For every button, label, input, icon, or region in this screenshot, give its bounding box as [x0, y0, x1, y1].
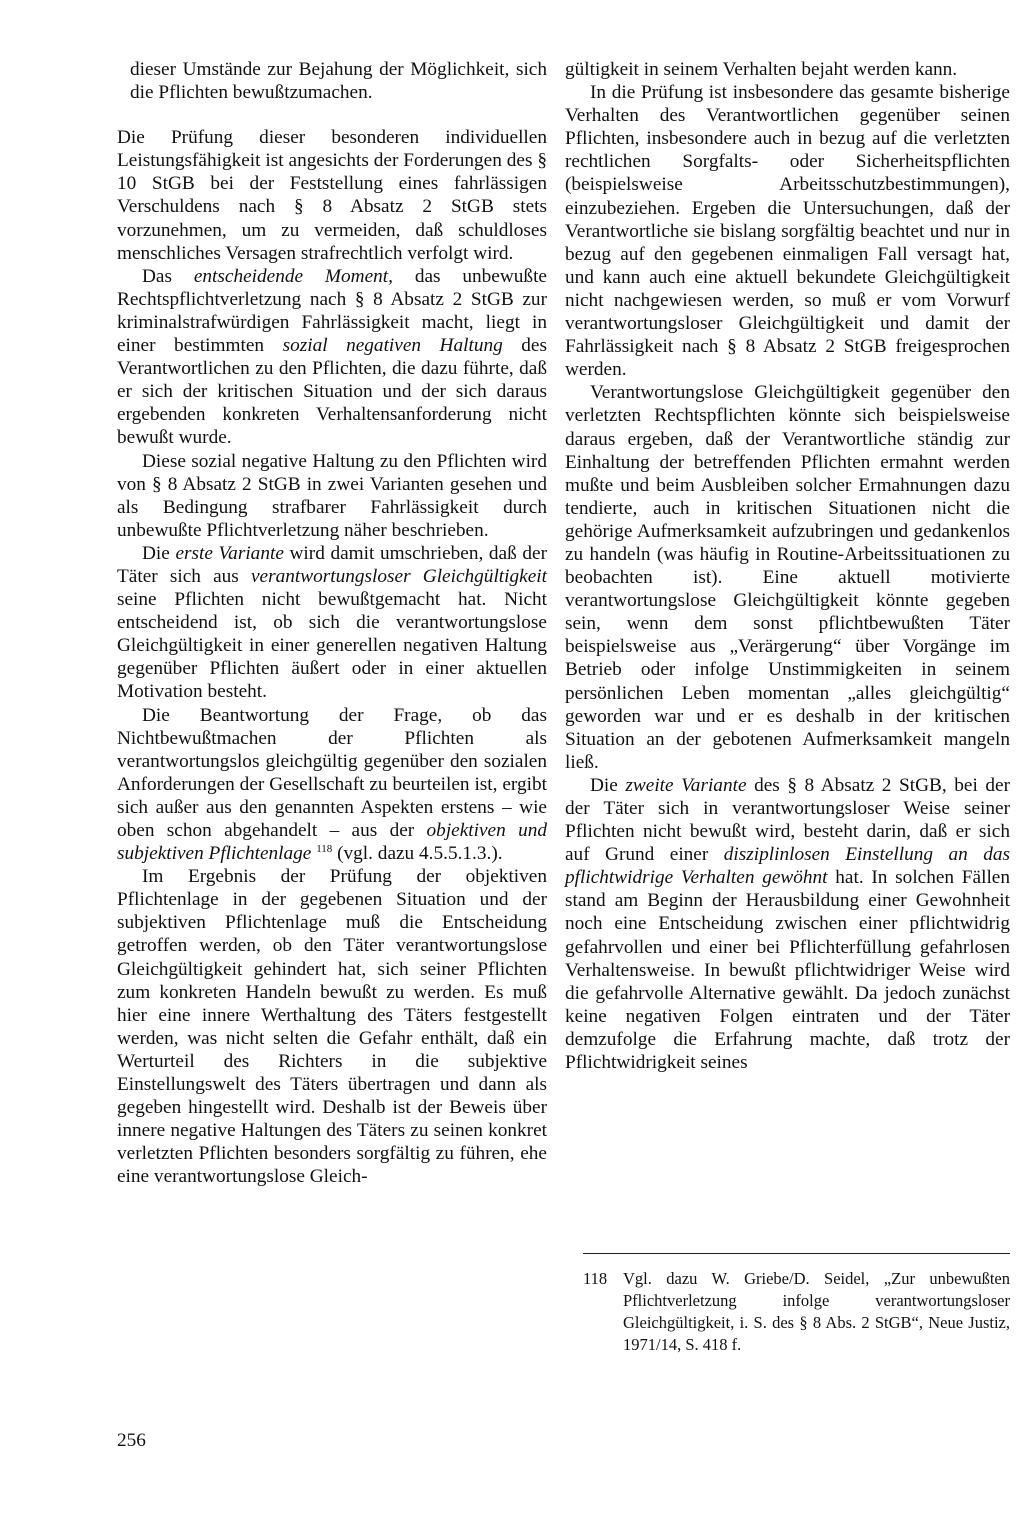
left-column — [117, 58, 547, 1189]
paragraph: Die erste Variante wird damit umschrieben, daß der Täter sich aus verantwortungsloser Gleichgültigkeit seine Pflichten nicht bewußtgemacht hat. Nicht entscheidend ist, ob sich die verantwortungslose Gleichgültigkeit in einer generellen negativen Haltung gegenüber Pflichten äußert oder in einer aktuellen Motivation besteht. — [117, 542, 547, 703]
paragraph: Die Prüfung dieser besonderen individuellen Leistungsfähigkeit ist angesichts der Forderungen des § 10 StGB bei der Feststellung eines fahrlässigen Verschuldens nach § 8 Absatz 2 StGB stets vorzunehmen, um zu vermeiden, daß schuldloses menschliches Versagen strafrechtlich verfolgt wird. — [117, 127, 547, 264]
footnote — [583, 1268, 1010, 1356]
emphasis: entscheidende Moment, — [193, 265, 393, 287]
footnote-number: 118 — [583, 1269, 608, 1288]
paragraph: Diese sozial negative Haltung zu den Pflichten wird von § 8 Absatz 2 StGB in zwei Varianten gesehen und als Bedingung strafbarer Fahrlässigkeit durch unbewußte Pflichtverletzung näher beschrieben. — [117, 450, 547, 541]
footnote-divider — [583, 1253, 1010, 1254]
footnote-text: Vgl. dazu W. Griebe/D. Seidel, „Zur unbewußten Pflichtverletzung infolge verantwortungsloser Gleichgültigkeit, i. S. des § 8 Abs. 2 StGB“, Neue Justiz, 1971/14, S. 418 f. — [623, 1269, 1010, 1354]
paragraph: Die Beantwortung der Frage, ob das Nichtbewußtmachen der Pflichten als verantwortungslos gleichgültig gegenüber den sozialen Anforderungen der Gesellschaft zu beurteilen ist, ergibt sich außer aus den genannten Aspekten erstens – wie oben schon abgehandelt – aus der objektiven und subjektiven Pflichtenlage $^{118}$ (vgl. dazu 4.5.5.1.3.). — [117, 704, 548, 865]
paragraph: Das entscheidende Moment, das unbewußte Rechtspflichtverletzung nach § 8 Absatz 2 StGB zur kriminalstrafwürdigen Fahrlässigkeit macht, liegt in einer bestimmten sozial negativen Haltung des Verantwortlichen zu den Pflichten, die dazu führte, daß er sich der kritischen Situation und der sich daraus ergebenden konkreten Verhaltensanforderung nicht bewußt wurde. — [117, 265, 547, 449]
emphasis: disziplinlosen Einstellung an das pflichtwidrige Verhalten gewöhnt — [565, 844, 1010, 889]
paragraph: In die Prüfung ist insbesondere das gesamte bisherige Verhalten des Verantwortlichen gegenüber seinen Pflichten, insbesondere auch in bezug auf die verletzten rechtlichen Sorgfalts- oder Sicherheitspflichten (beispielsweise Arbeitsschutzbestimmungen), einzubeziehen. Ergeben die Untersuchungen, daß der Verantwortliche sie bislang sorgfältig beachtet und nur in bezug auf den gegebenen einmaligen Fall versagt hat, und kann auch eine aktuell bekundete Gleichgültigkeit nicht nachgewiesen werden, so muß er vom Vorwurf verantwortungsloser Gleichgültigkeit und damit der Fahrlässigkeit nach § 8 Absatz 2 StGB freigesprochen werden. — [565, 82, 1010, 381]
right-column — [565, 58, 1010, 1074]
paragraph-continuation: gültigkeit in seinem Verhalten bejaht werden kann. — [565, 59, 958, 80]
emphasis: sozial negativen Haltung — [282, 335, 503, 357]
emphasis: erste Variante — [175, 542, 284, 564]
emphasis: zweite Variante — [625, 774, 747, 796]
footnote-reference: 118 — [316, 843, 333, 856]
emphasis: objektiven und subjektiven Pflichtenlage — [117, 820, 548, 865]
paragraph: Verantwortungslose Gleichgültigkeit gegenüber den verletzten Rechtspflichten könnte sich beispielsweise daraus ergeben, daß der Verantwortliche ständig zur Einhaltung der betreffenden Pflichten ermahnt werden mußte und beim Ausbleiben solcher Ermahnungen dazu tendierte, auch in kritischen Situationen nicht die gehörige Aufmerksamkeit aufzubringen und gedankenlos zu handeln (was häufig in Routine-Arbeitssituationen zu beobachten ist). Eine aktuell motivierte verantwortungslose Gleichgültigkeit könnte gegeben sein, wenn dem sonst pflichtbewußten Täter beispielsweise aus „Verärgerung“ über Vorgänge im Betrieb oder infolge Unstimmigkeiten in seinem persönlichen Leben momentan „alles gleichgültig“ geworden war und er es deshalb in der kritischen Situation an der gebotenen Aufmerksamkeit mangeln ließ. — [565, 382, 1010, 773]
quote-continuation: dieser Umstände zur Bejahung der Möglichkeit, sich die Pflichten bewußtzumachen. — [130, 59, 547, 104]
page-number: 256 — [117, 1430, 146, 1451]
paragraph: Im Ergebnis der Prüfung der objektiven Pflichtenlage in der gegebenen Situation und der subjektiven Pflichtenlage muß die Entscheidung getroffen werden, ob den Täter verantwortungslose Gleichgültigkeit gehindert hat, sich seiner Pflichten zum konkreten Handeln bewußt zu werden. Es muß hier eine innere Werthaltung des Täters festgestellt werden, was nicht selten die Gefahr enthält, daß ein Werturteil des Richters in die subjektive Einstellungswelt des Täters übertragen und dann als gegeben hingestellt wird. Deshalb ist der Beweis über innere negative Haltungen des Täters zu seinen konkret verletzten Pflichten besonders sorgfältig zu führen, ehe eine verantwortungslose Gleich- — [117, 866, 547, 1188]
paragraph: Die zweite Variante des § 8 Absatz 2 StGB, bei der der Täter sich in verantwortungsloser Weise seiner Pflichten nicht bewußt wird, besteht darin, daß er sich auf Grund einer disziplinlosen Einstellung an das pflichtwidrige Verhalten gewöhnt hat. In solchen Fällen stand am Beginn der Herausbildung einer Gewohnheit noch eine Entscheidung zwischen einer pflichtwidrig gefahrvollen und einer bei Pflichterfüllung gefahrlosen Verhaltensweise. In bewußt pflichtwidriger Weise wird die gefahrvolle Alternative gewählt. Da jedoch zunächst keine negativen Folgen eintraten und der Täter demzufolge die Erfahrung machte, daß trotz der Pflichtwidrigkeit seines — [565, 774, 1011, 1074]
emphasis: verantwortungsloser Gleichgültigkeit — [250, 565, 547, 587]
